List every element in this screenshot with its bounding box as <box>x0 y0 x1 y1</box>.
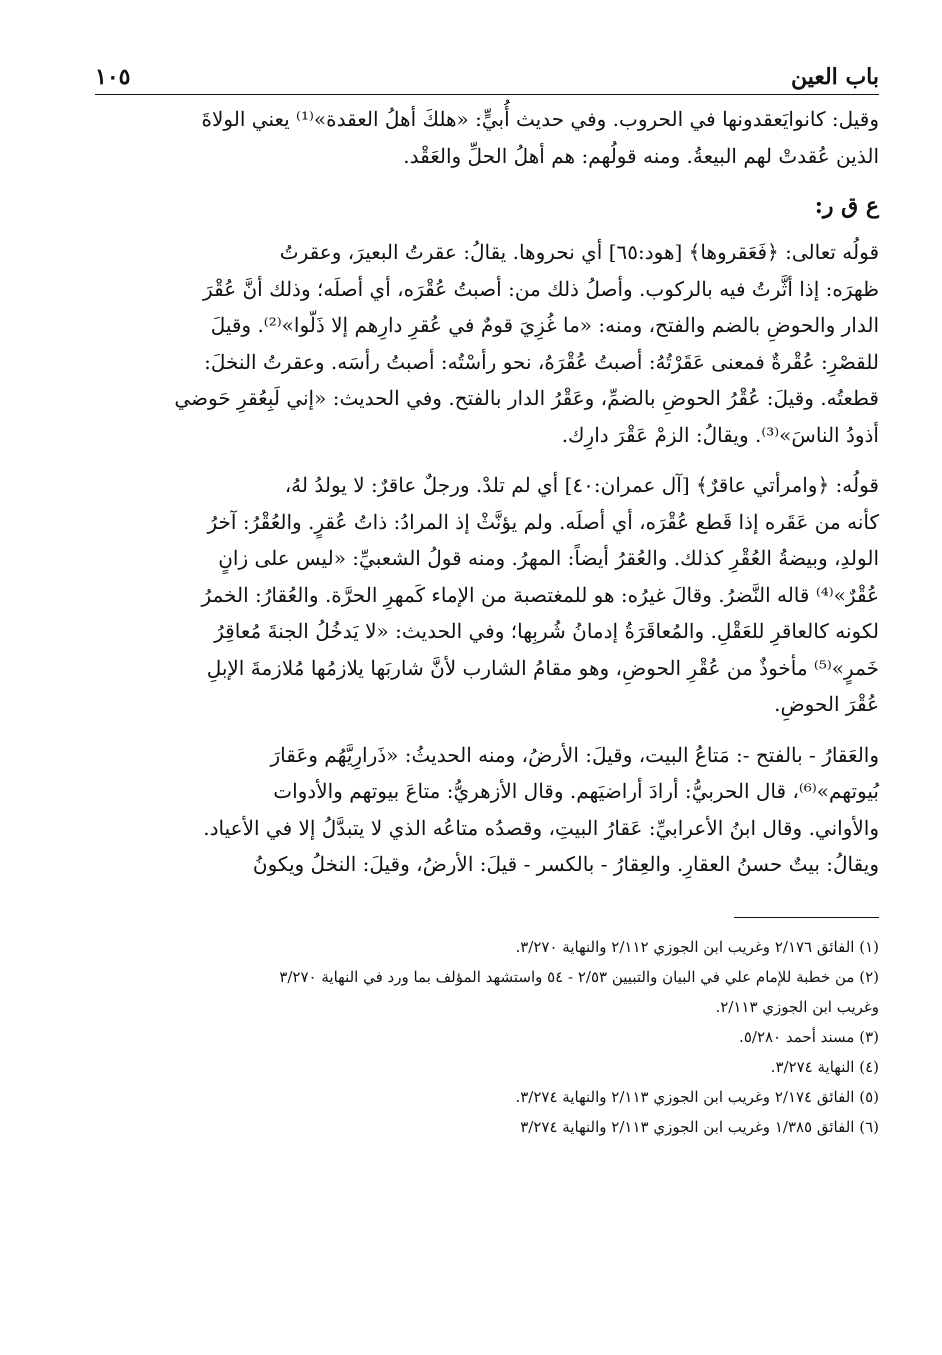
intro-paragraph <box>95 101 879 174</box>
running-header <box>95 44 879 90</box>
text-line: لكونه كالعاقرِ للعَقْلِ. والمُعاقَرَةُ إدمانُ شُربِها؛ وفي الحديث: «لا يَدخُلُ الجنةَ مُعاقِرُ <box>214 619 879 643</box>
text-line: قولُه: ﴿وامرأتي عاقرٌ﴾ [آل عمران:٤٠] أي لم تلدْ. ورجلٌ عاقرٌ: لا يولدُ لهُ، <box>284 473 879 497</box>
text-line: خَمرٍ»⁽⁵⁾ مأخوذٌ من عُقْرِ الحوضِ، وهو مقامُ الشارب لأنَّ شاربَها يلازمُها مُلازمةَ الإبلِ <box>206 655 879 680</box>
page-number: ١٠٥ <box>95 64 131 90</box>
text-line: قولُه تعالى: ﴿فَعَقروها﴾ [هود:٦٥] أي نحروها. يقالُ: عقرتُ البعيرَ، وعقرتُ <box>279 240 879 264</box>
footnotes <box>95 932 879 1142</box>
text-line: وقيل: كانوايَعقدونها في الحروب. وفي حديث أُبيٍّ: «هلكَ أهلُ العقدة»⁽¹⁾ يعني الولاةَ <box>201 107 879 131</box>
footnote: (٥) الفائق ٢/١٧٤ وغريب ابن الجوزي ٢/١١٣ والنهاية ٣/٢٧٤. <box>515 1087 879 1106</box>
footnote-continuation: وغريب ابن الجوزي ٢/١١٣. <box>715 997 879 1016</box>
footnote: (١) الفائق ٢/١٧٦ وغريب ابن الجوزي ٢/١١٢ والنهاية ٣/٢٧٠. <box>515 937 879 956</box>
text-line: عُقْرٌ»⁽⁴⁾ قاله النَّضرُ. وقالَ غيرُه: هو للمغتصبة من الإماء كَمهرِ الحرَّة. والعُقارُ: الخمرُ <box>201 582 879 607</box>
header-rule <box>95 94 879 95</box>
text-line: ظهرَه: إذا أثَّرتُ فيه بالركوب. وأصلُ ذلك من: أصبتُ عُقْرَه، أي أصلَه؛ وذلك أنَّ عُقْرَ <box>203 276 879 301</box>
paragraph <box>95 467 879 723</box>
paragraph <box>95 737 879 883</box>
footnote-rule <box>734 917 879 918</box>
text-line: بُيوتهم»⁽⁶⁾، قال الحربيُّ: أرادَ أراضيَهم. وقال الأزهريُّ: متاعَ بيوتهم والأدوات <box>273 779 879 803</box>
footnote: (٢) من خطبة للإمام علي في البيان والتبيين ٢/٥٣ - ٥٤ واستشهد المؤلف بما ورد في النهاية ٣/٢٧٠ <box>279 967 879 986</box>
paragraph <box>95 234 879 453</box>
text-line: أذودُ الناسَ»⁽³⁾. ويقالُ: الزمْ عَقْرَ دارِك. <box>561 422 879 447</box>
chapter-title: باب العين <box>790 64 879 90</box>
text-line: الذين عُقدتْ لهم البيعةُ. ومنه قولُهم: هم أهلُ الحلِّ والعَقْد. <box>403 143 879 168</box>
text-line: والأواني. وقال ابنُ الأعرابيِّ: عَقارُ البيتِ، وقصدُه متاعُه الذي لا يتبدَّلُ إلا في الأعياد. <box>203 815 879 840</box>
text-line: الولدِ، وبيضةُ العُقْرِ كذلك. والعُقرُ أيضاً: المهرُ. ومنه قولُ الشعبيِّ: «ليس على زانٍ <box>218 546 879 570</box>
text-line: الدار والحوضِ بالضم والفتح، ومنه: «ما غُزِيَ قومٌ في عُقرِ دارِهم إلا ذَلّوا»⁽²⁾. وقيلَ <box>210 313 879 337</box>
text-line: قطعتُه. وقيلَ: عُقْرُ الحوضِ بالضمِّ، وعَقْرُ الدار بالفتح. وفي الحديث: «إني لَبِعُقرِ حَوضي <box>174 386 879 410</box>
text-line: عُقْرَ الحوضِ. <box>774 692 879 716</box>
text-line: ويقالُ: بيتٌ حسنُ العقارِ. والعِقارُ - بالكسر - قيلَ: الأرضُ، وقيلَ: النخلُ ويكونُ <box>252 852 879 876</box>
footnote: (٦) الفائق ١/٣٨٥ وغريب ابن الجوزي ٢/١١٣ والنهاية ٣/٢٧٤ <box>520 1117 879 1136</box>
text-line: والعَقارُ - بالفتح -: مَتاعُ البيت، وقيلَ: الأرضُ، ومنه الحديثُ: «ذَرارِيَّهُم وعَقارَ <box>270 742 879 767</box>
footnote: (٣) مسند أحمد ٥/٢٨٠. <box>739 1027 879 1046</box>
section-heading: ع ق ر: <box>814 193 879 219</box>
document-page <box>95 44 879 1142</box>
main-text <box>95 101 879 883</box>
text-line: للقصْرِ: عُقْرةٌ فمعنى عَقَرْتُهُ: أصبتُ عُقْرَهُ، نحو رأسْتُه: أصبتُ رأسَه. وعقرتُ النخلَ: <box>204 349 879 374</box>
text-line: كأنه من عَقَره إذا قَطع عُقْرَه، أي أصلَه. ولم يؤنَّثْ إذ المرادُ: ذاتُ عُقرٍ. والعُقْرُ: آخرُ <box>207 509 879 534</box>
footnote: (٤) النهاية ٣/٢٧٤. <box>770 1057 879 1076</box>
